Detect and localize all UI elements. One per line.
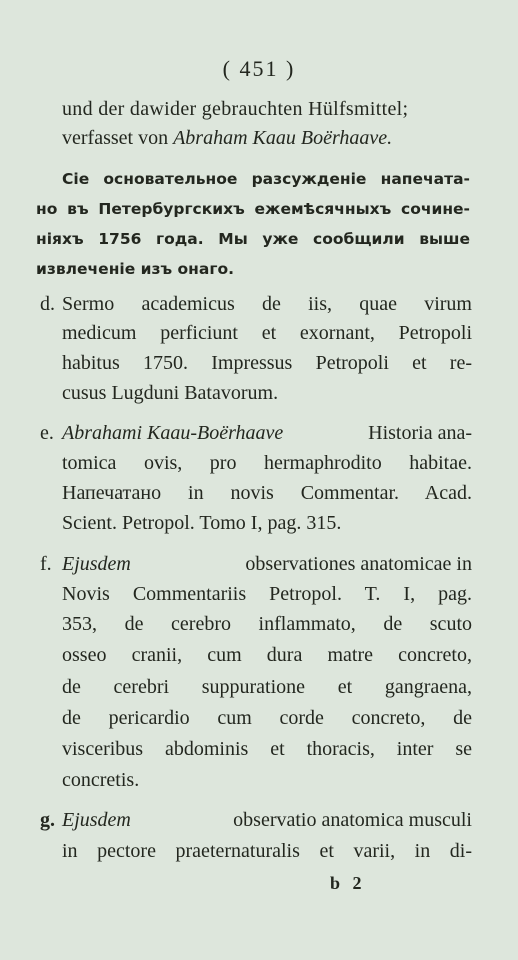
item-d-line-4: cusus Lugduni Batavorum. <box>62 382 279 404</box>
item-f-line-7: visceribus abdominis et thoracis, inter se <box>62 738 472 760</box>
continuation-prefix: verfasset von <box>62 127 174 149</box>
item-f-line-3: 353, de cerebro inflammato, de scuto <box>62 613 472 635</box>
item-d-line-2: medicum perficiunt et exornant, Petropoli <box>62 322 472 344</box>
russian-line-3: ніяхъ 1756 года. Мы уже сообщили выше <box>36 230 470 248</box>
item-label-f: f. <box>40 553 52 575</box>
signature-mark: b 2 <box>330 873 366 893</box>
russian-line-4: извлеченіе изъ онаго. <box>36 260 234 278</box>
item-f-line-4: osseo cranii, cum dura matre concreto, <box>62 644 472 666</box>
item-e-line-3: Напечатано in novis Commentar. Acad. <box>62 482 472 504</box>
item-label-e: e. <box>40 422 54 444</box>
continuation-text-1: und der dawider gebrauchten Hülfsmittel; <box>62 98 409 120</box>
item-f-line-1: f. Ejusdem observationes anatomicae in <box>0 549 518 579</box>
page-number: ( 451 ) <box>222 56 296 81</box>
item-f-line-6: de pericardio cum corde concreto, de <box>62 707 472 729</box>
russian-line-2: но въ Петербургскихъ ежемѣсячныхъ сочине- <box>36 200 470 218</box>
item-f-line-8: concretis. <box>62 769 140 791</box>
item-e-line-1: e. Abrahami Kaau-Boërhaave Historia ana- <box>0 418 518 448</box>
item-g-line-1: g. Ejusdem observatio anatomica musculi <box>0 805 518 835</box>
continuation-line-1 <box>0 94 518 124</box>
item-e-line-4: Scient. Petropol. Tomo I, pag. 315. <box>62 512 342 534</box>
item-d-line-1: d. Sermo academicus de iis, quae virum <box>0 289 518 319</box>
author-name: Abraham Kaau Boërhaave. <box>173 127 393 149</box>
russian-line-1: Сіе основательное разсужденіе напечата- <box>62 170 470 188</box>
item-e-line-2: tomica ovis, pro hermaphrodito habitae. <box>62 452 472 474</box>
item-label-g: g. <box>40 809 55 831</box>
continuation-line-2 <box>0 123 518 153</box>
item-g-line-2: in pectore praeternaturalis et varii, in di- <box>62 840 472 862</box>
item-f-line-5: de cerebri suppuratione et gangraena, <box>62 676 472 698</box>
signature-mark-line <box>0 868 518 898</box>
item-f-line-2: Novis Commentariis Petropol. T. I, pag. <box>62 583 472 605</box>
item-d-line-3: habitus 1750. Impressus Petropoli et re- <box>62 352 472 374</box>
item-label-d: d. <box>40 293 55 315</box>
